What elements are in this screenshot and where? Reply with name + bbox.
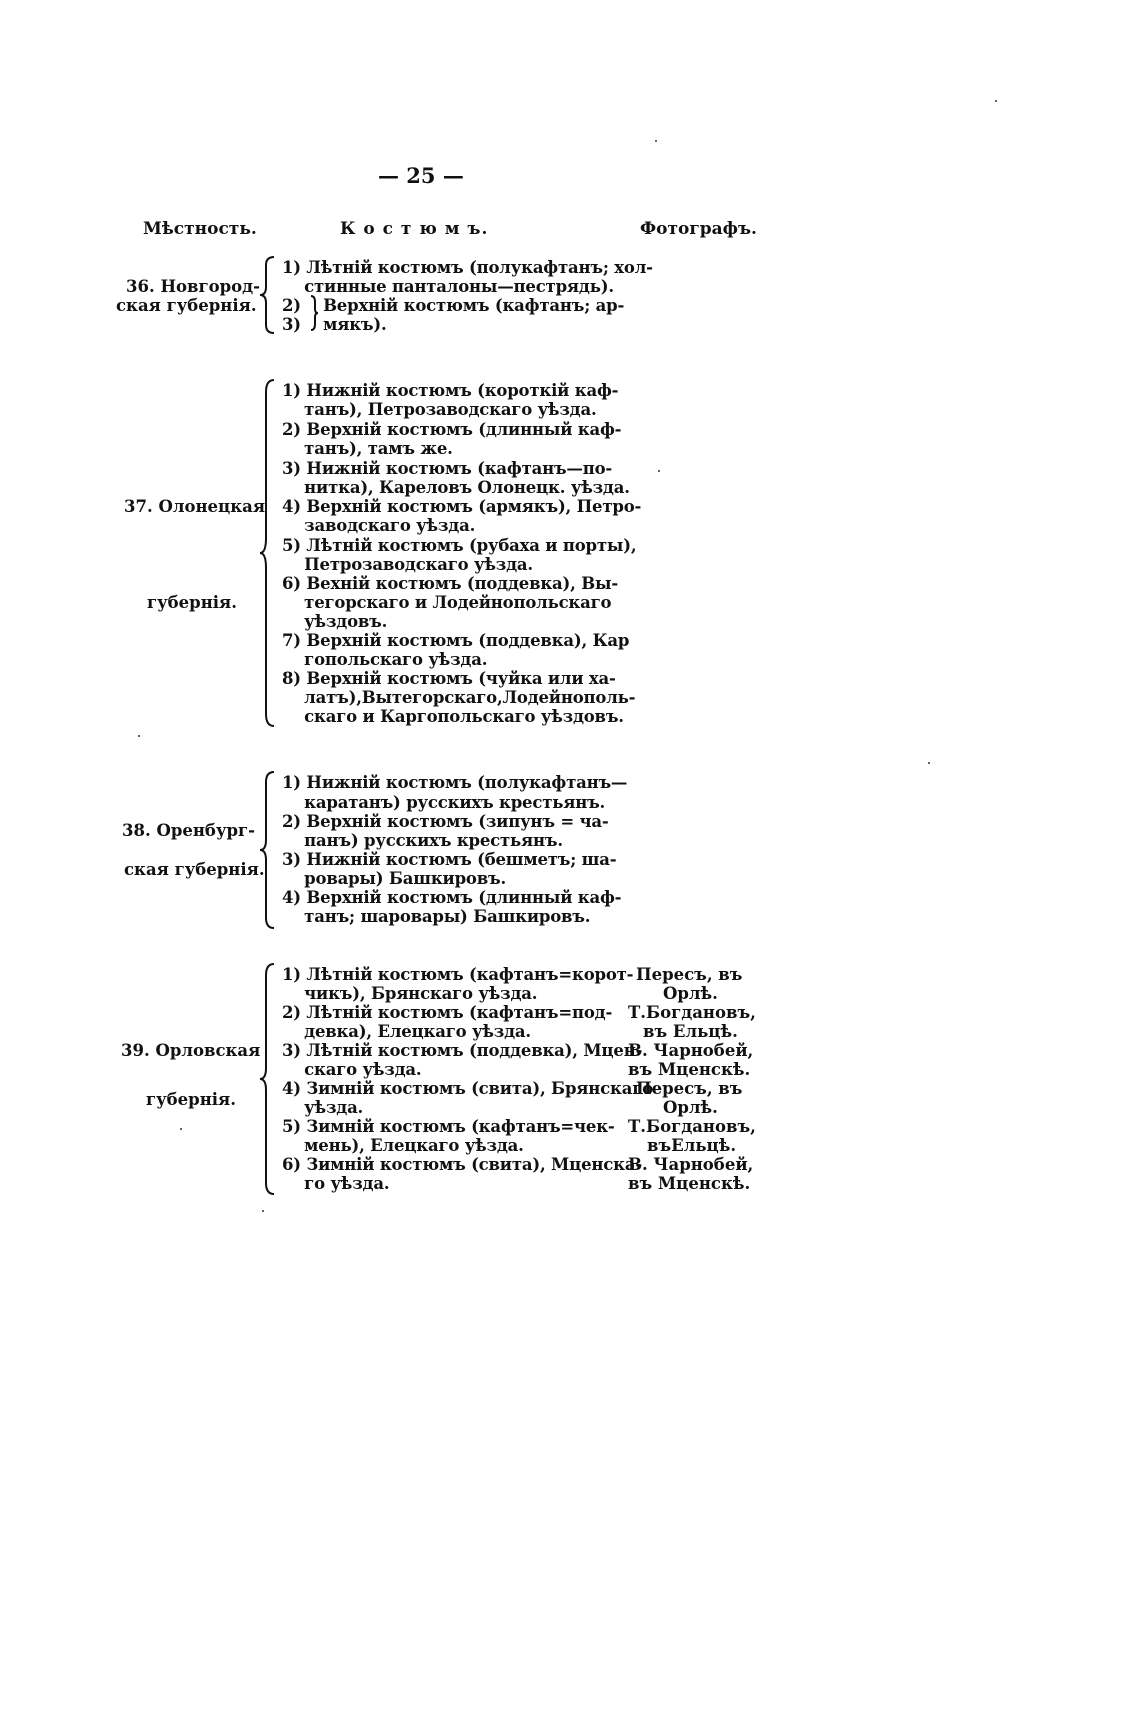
costume-line: уѣздовъ. [282, 612, 388, 631]
costume-line: 2) Верхній костюмъ (кафтанъ; ар- [282, 296, 625, 315]
costume-line: гопольскаго уѣзда. [282, 650, 488, 669]
photographer-line: Орлѣ. [663, 1098, 718, 1117]
locality-line: ская губернія. [124, 860, 265, 879]
costume-line: девка), Елецкаго уѣзда. [282, 1022, 531, 1041]
photographer-line: въ Мценскѣ. [628, 1060, 751, 1079]
scan-speck [262, 1210, 264, 1212]
costume-line: 3) мякъ). [282, 315, 387, 334]
scan-speck [995, 100, 997, 102]
page-number: — 25 — [378, 163, 464, 188]
costume-line: 6) Вехній костюмъ (поддевка), Вы- [282, 574, 618, 593]
costume-line: 6) Зимній костюмъ (свита), Мценска- [282, 1155, 642, 1174]
costume-line: 2) Верхній костюмъ (зипунъ = ча- [282, 812, 609, 831]
costume-line: танъ; шаровары) Башкировъ. [282, 907, 591, 926]
costume-line: 4) Верхній костюмъ (армякъ), Петро- [282, 497, 642, 516]
photographer-line: Т.Богдановъ, [628, 1117, 756, 1136]
scan-speck [655, 140, 657, 142]
costume-line: скаго уѣзда. [282, 1060, 422, 1079]
locality-line: 38. Оренбург- [122, 821, 255, 840]
left-brace [259, 770, 277, 930]
photographer-line: въЕльцѣ. [647, 1136, 737, 1155]
photographer-line: Орлѣ. [663, 984, 718, 1003]
costume-line: стинные панталоны—пестрядь). [282, 277, 614, 296]
costume-line: ровары) Башкировъ. [282, 869, 506, 888]
costume-line: 4) Верхній костюмъ (длинный каф- [282, 888, 622, 907]
costume-line: 4) Зимній костюмъ (свита), Брянскаго [282, 1079, 653, 1098]
photographer-line: въ Мценскѣ. [628, 1174, 751, 1193]
costume-line: панъ) русскихъ крестьянъ. [282, 831, 563, 850]
scan-speck [928, 762, 930, 764]
locality-line: губернія. [147, 593, 237, 612]
photographer-line: В. Чарнобей, [628, 1041, 754, 1060]
photographer-line: въ Ельцѣ. [643, 1022, 738, 1041]
costume-line: Петрозаводскаго уѣзда. [282, 555, 533, 574]
left-brace [259, 378, 277, 728]
costume-line: 1) Нижній костюмъ (короткій каф- [282, 381, 619, 400]
costume-line: 5) Зимній костюмъ (кафтанъ=чек- [282, 1117, 615, 1136]
costume-line: 7) Верхній костюмъ (поддевка), Кар [282, 631, 630, 650]
locality-line: 36. Новгород- [126, 277, 261, 296]
costume-line: нитка), Кареловъ Олонецк. уѣзда. [282, 478, 630, 497]
costume-line: 3) Нижній костюмъ (бешметъ; ша- [282, 850, 617, 869]
scan-speck [138, 735, 140, 737]
header-locality: Мѣстность. [143, 219, 257, 239]
costume-line: заводскаго уѣзда. [282, 516, 476, 535]
locality-line: 37. Олонецкая [124, 497, 266, 516]
costume-line: уѣзда. [282, 1098, 364, 1117]
costume-line: 3) Нижній костюмъ (кафтанъ—по- [282, 459, 613, 478]
costume-line: 1) Лѣтній костюмъ (полукафтанъ; хол- [282, 258, 653, 277]
costume-line: тегорскаго и Лодейнопольскаго [282, 593, 612, 612]
costume-line: скаго и Каргопольскаго уѣздовъ. [282, 707, 624, 726]
left-brace [259, 962, 277, 1196]
left-brace [259, 255, 277, 335]
costume-line: 2) Лѣтній костюмъ (кафтанъ=под- [282, 1003, 613, 1022]
header-photographer: Фотографъ. [640, 219, 757, 239]
costume-line: 1) Лѣтній костюмъ (кафтанъ=корот- [282, 965, 634, 984]
costume-line: мень), Елецкаго уѣзда. [282, 1136, 524, 1155]
photographer-line: Пересъ, въ [636, 1079, 743, 1098]
scan-speck [658, 470, 660, 472]
locality-line: ская губернія. [116, 296, 257, 315]
header-costume: К о с т ю м ъ. [340, 219, 489, 239]
costume-line: 3) Лѣтній костюмъ (поддевка), Мцен- [282, 1041, 643, 1060]
costume-line: 1) Нижній костюмъ (полукафтанъ— [282, 773, 628, 792]
costume-line: латъ),Вытегорскаго,Лодейнополь- [282, 688, 636, 707]
costume-line: чикъ), Брянскаго уѣзда. [282, 984, 538, 1003]
costume-line: каратанъ) русскихъ крестьянъ. [282, 793, 606, 812]
locality-line: губернія. [146, 1090, 236, 1109]
costume-line: 8) Верхній костюмъ (чуйка или ха- [282, 669, 616, 688]
costume-line: 5) Лѣтній костюмъ (рубаха и порты), [282, 536, 637, 555]
scan-speck [180, 1128, 182, 1130]
costume-line: танъ), Петрозаводскаго уѣзда. [282, 400, 597, 419]
costume-line: 2) Верхній костюмъ (длинный каф- [282, 420, 622, 439]
locality-line: 39. Орловская [121, 1041, 261, 1060]
costume-line: го уѣзда. [282, 1174, 390, 1193]
photographer-line: Т.Богдановъ, [628, 1003, 756, 1022]
costume-line: танъ), тамъ же. [282, 439, 453, 458]
photographer-line: Пересъ, въ [636, 965, 743, 984]
photographer-line: В. Чарнобей, [628, 1155, 754, 1174]
